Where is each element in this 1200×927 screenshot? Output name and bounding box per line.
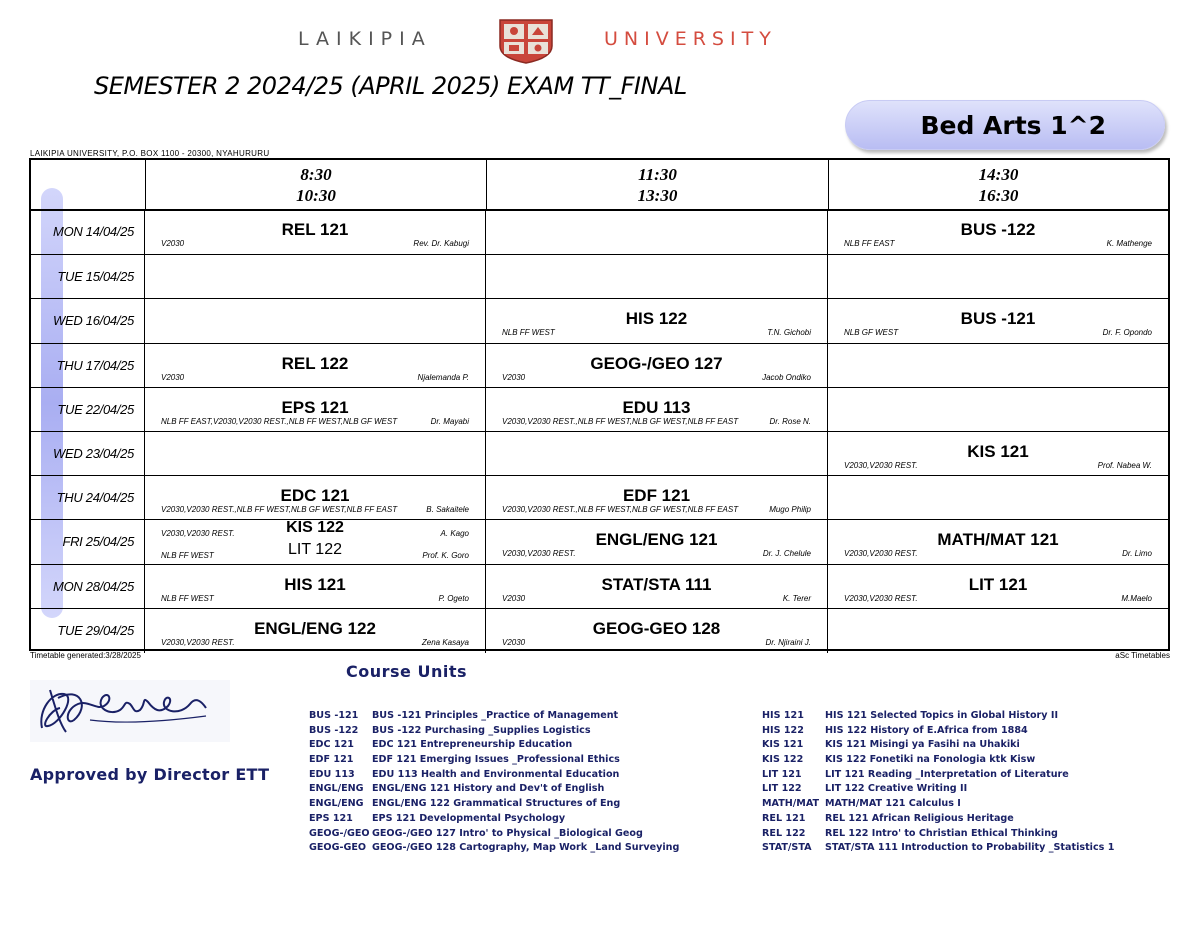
unit-description: BUS -122 Purchasing _Supplies Logistics — [372, 724, 591, 736]
course-code: REL 122 — [281, 353, 349, 373]
course-unit-item — [762, 710, 1172, 725]
day-label: TUE 15/04/25 — [31, 255, 145, 299]
unit-description: EDF 121 Emerging Issues _Professional Ethics — [372, 754, 620, 766]
day-row — [31, 210, 1168, 254]
unit-code: EDC 121 — [309, 739, 354, 751]
time-slot[interactable] — [828, 344, 1168, 388]
course-unit-item — [762, 783, 1172, 798]
time-slot[interactable] — [486, 565, 828, 609]
time-slot[interactable] — [828, 299, 1168, 343]
period-header — [145, 160, 486, 210]
venue: NLB FF WEST — [161, 593, 214, 603]
invigilator: Zena Kasaya — [421, 637, 469, 647]
venue: V2030,V2030 REST. — [844, 461, 918, 470]
time-slot[interactable] — [145, 565, 486, 609]
invigilator: B. Sakaitele — [426, 505, 469, 515]
time-slot[interactable] — [486, 344, 828, 388]
unit-description: ENGL/ENG 121 History and Dev't of English — [372, 783, 605, 795]
day-row — [31, 343, 1168, 387]
course-unit-item — [309, 842, 739, 857]
unit-code: GEOG-/GEO — [309, 827, 370, 839]
day-label: WED 16/04/25 — [31, 299, 145, 343]
course-code: BUS -121 — [960, 309, 1036, 329]
course-code: LIT 121 — [968, 574, 1028, 594]
course-unit-item — [309, 754, 739, 769]
invigilator: P. Ogeto — [438, 593, 469, 603]
class-name: Bed Arts 1^2 — [920, 111, 1106, 140]
day-label: THU 17/04/25 — [31, 344, 145, 388]
course-unit-item — [762, 842, 1172, 857]
invigilator: K. Mathenge — [1106, 239, 1152, 248]
unit-code: HIS 121 — [762, 710, 804, 721]
course-units-right — [762, 710, 1172, 857]
time-slot[interactable] — [145, 299, 486, 343]
unit-code: EDU 113 — [309, 768, 355, 780]
time-slot[interactable] — [486, 255, 828, 299]
venue: V2030 — [161, 239, 185, 248]
invigilator: Prof. K. Goro — [422, 551, 469, 561]
course-unit-item — [762, 754, 1172, 769]
unit-code: REL 121 — [762, 812, 806, 824]
unit-description: REL 122 Intro' to Christian Ethical Thinking — [825, 827, 1058, 839]
course-unit-item — [309, 783, 739, 798]
course-unit-item — [762, 813, 1172, 828]
day-row — [31, 254, 1168, 298]
course-code: EPS 121 — [281, 397, 349, 417]
course-code: ENGL/ENG 121 — [595, 530, 718, 550]
brand-left-text: LAIKIPIA — [298, 28, 432, 50]
unit-code: LIT 122 — [762, 783, 802, 795]
course-code: MATH/MAT 121 — [937, 530, 1059, 550]
venue: NLB FF WEST — [161, 551, 214, 561]
generated-date: Timetable generated:3/28/2025 — [30, 651, 141, 660]
time-slot[interactable] — [486, 210, 828, 254]
day-row — [31, 431, 1168, 475]
exam-title: SEMESTER 2 2024/25 (APRIL 2025) EXAM TT_FINAL — [94, 72, 687, 100]
time-slot[interactable] — [486, 299, 828, 343]
invigilator: Rev. Dr. Kabugi — [413, 239, 469, 248]
course-code: ENGL/ENG 122 — [254, 618, 376, 638]
period-header — [828, 160, 1168, 210]
unit-code: EDF 121 — [309, 754, 354, 766]
invigilator: T.N. Gichobi — [767, 328, 811, 338]
time-slot[interactable] — [828, 432, 1168, 476]
venue: V2030,V2030 REST. — [161, 637, 235, 647]
unit-description: BUS -121 Principles _Practice of Management — [372, 710, 619, 721]
invigilator: Mugo Philip — [769, 505, 811, 515]
course-unit-item — [309, 739, 739, 754]
unit-description: KIS 121 Misingi ya Fasihi na Uhakiki — [825, 739, 1020, 751]
venue: V2030,V2030 REST. — [844, 549, 918, 559]
university-address: LAIKIPIA UNIVERSITY, P.O. BOX 1100 - 20300, NYAHURURU — [30, 149, 270, 158]
invigilator: Jacob Ondiko — [762, 372, 811, 382]
time-slot[interactable] — [145, 476, 486, 520]
day-row — [31, 608, 1168, 652]
unit-code: GEOG-GEO — [309, 842, 367, 854]
unit-description: EDU 113 Health and Environmental Education — [372, 768, 620, 780]
time-slot[interactable] — [145, 210, 486, 254]
invigilator: Dr. J. Chelule — [762, 549, 811, 559]
unit-code: EPS 121 — [309, 812, 353, 824]
course-unit-item — [309, 725, 739, 740]
day-row — [31, 298, 1168, 342]
unit-description: REL 121 African Religious Heritage — [825, 812, 1014, 824]
period-end: 10:30 — [296, 186, 336, 205]
invigilator: Dr. Mayabi — [430, 416, 469, 426]
course-units-title: Course Units — [346, 662, 467, 681]
day-label: MON 28/04/25 — [31, 565, 145, 609]
class-badge — [845, 100, 1165, 150]
venue: V2030 — [502, 593, 526, 603]
period-header — [486, 160, 828, 210]
unit-code: REL 122 — [762, 827, 806, 839]
venue: V2030,V2030 REST. — [161, 529, 235, 539]
course-code: KIS 121 — [967, 442, 1029, 461]
director-signature — [30, 680, 230, 742]
time-slot[interactable] — [828, 476, 1168, 520]
unit-description: STAT/STA 111 Introduction to Probability _Statistics 1 — [825, 842, 1115, 854]
course-unit-item — [309, 798, 739, 813]
time-slot[interactable] — [145, 609, 486, 653]
invigilator: Dr. Njiraini J. — [765, 637, 811, 647]
time-slot[interactable] — [828, 520, 1168, 564]
venue: V2030,V2030 REST.,NLB FF WEST,NLB GF WEST,NLB FF EAST — [502, 505, 739, 515]
time-slot[interactable] — [828, 210, 1168, 254]
invigilator: K. Terer — [782, 593, 811, 603]
course-unit-item — [309, 813, 739, 828]
day-label: FRI 25/04/25 — [31, 520, 145, 564]
crest-icon — [494, 18, 558, 64]
timetable — [29, 158, 1170, 651]
period-end: 16:30 — [978, 186, 1019, 205]
time-slot[interactable] — [486, 476, 828, 520]
unit-description: EDC 121 Entrepreneurship Education — [372, 739, 573, 751]
course-unit-item — [309, 710, 739, 725]
course-code: STAT/STA 111 — [601, 574, 712, 594]
day-label: TUE 22/04/25 — [31, 388, 145, 432]
invigilator: Dr. F. Opondo — [1102, 328, 1152, 338]
unit-code: STAT/STA — [762, 842, 812, 854]
course-unit-item — [762, 828, 1172, 843]
time-slot[interactable] — [486, 388, 828, 432]
day-row — [31, 564, 1168, 608]
course-code: EDC 121 — [280, 486, 350, 506]
day-label: MON 14/04/25 — [31, 210, 145, 254]
day-label: THU 24/04/25 — [31, 476, 145, 520]
time-slot[interactable] — [828, 565, 1168, 609]
time-slot[interactable] — [145, 388, 486, 432]
invigilator: Dr. Limo — [1122, 549, 1152, 559]
time-slot[interactable] — [486, 432, 828, 476]
invigilator: M.Maelo — [1121, 593, 1152, 603]
course-unit-item — [762, 798, 1172, 813]
course-code: EDF 121 — [622, 486, 691, 506]
day-row — [31, 475, 1168, 519]
unit-description: KIS 122 Fonetiki na Fonologia ktk Kisw — [825, 754, 1036, 766]
period-end: 13:30 — [637, 186, 678, 205]
unit-code: KIS 122 — [762, 754, 804, 766]
day-label: TUE 29/04/25 — [31, 609, 145, 653]
unit-description: HIS 122 History of E.Africa from 1884 — [825, 724, 1028, 736]
unit-description: HIS 121 Selected Topics in Global History II — [825, 710, 1059, 721]
approved-by-label: Approved by Director ETT — [30, 765, 270, 784]
unit-code: BUS -122 — [309, 724, 359, 736]
time-slot[interactable] — [145, 255, 486, 299]
period-start: 14:30 — [978, 165, 1019, 184]
unit-description: ENGL/ENG 122 Grammatical Structures of Eng — [372, 798, 621, 810]
venue: V2030,V2030 REST. — [844, 593, 918, 603]
time-slot[interactable] — [486, 609, 828, 653]
unit-code: ENGL/ENG — [309, 783, 364, 795]
course-code: LIT 122 — [288, 541, 342, 559]
venue: V2030 — [502, 637, 526, 647]
course-unit-item — [762, 725, 1172, 740]
venue: NLB FF WEST — [502, 328, 555, 338]
invigilator: Njalemanda P. — [417, 372, 469, 382]
venue: V2030,V2030 REST.,NLB FF WEST,NLB GF WEST,NLB FF EAST — [502, 416, 739, 426]
unit-description: EPS 121 Developmental Psychology — [372, 812, 566, 824]
venue: NLB FF EAST,V2030,V2030 REST.,NLB FF WEST,NLB GF WEST — [161, 416, 398, 426]
time-slot[interactable] — [828, 255, 1168, 299]
course-code: EDU 113 — [622, 397, 691, 417]
brand-right-text: UNIVERSITY — [604, 28, 777, 50]
invigilator: A. Kago — [440, 529, 469, 539]
period-start: 8:30 — [300, 165, 332, 184]
venue: V2030,V2030 REST. — [502, 549, 576, 559]
course-code: BUS -122 — [960, 220, 1036, 239]
unit-code: BUS -121 — [309, 710, 359, 721]
unit-code: MATH/MAT — [762, 798, 820, 810]
day-row — [31, 387, 1168, 431]
unit-description: LIT 121 Reading _Interpretation of Literature — [825, 768, 1069, 780]
unit-description: GEOG-/GEO 127 Intro' to Physical _Biological Geog — [372, 827, 643, 839]
course-unit-item — [762, 739, 1172, 754]
time-slot[interactable] — [828, 388, 1168, 432]
unit-description: MATH/MAT 121 Calculus I — [825, 798, 961, 810]
unit-code: LIT 121 — [762, 768, 802, 780]
unit-code: KIS 121 — [762, 739, 804, 751]
day-label: WED 23/04/25 — [31, 432, 145, 476]
unit-description: GEOG-/GEO 128 Cartography, Map Work _Land Surveying — [372, 842, 680, 854]
time-slot[interactable] — [486, 520, 828, 564]
course-code: GEOG-/GEO 127 — [590, 353, 723, 373]
course-code: HIS 121 — [284, 574, 346, 594]
venue: V2030,V2030 REST.,NLB FF WEST,NLB GF WEST,NLB FF EAST — [161, 505, 398, 515]
course-unit-item — [309, 769, 739, 784]
day-row — [31, 519, 1168, 563]
period-start: 11:30 — [638, 165, 677, 184]
course-code: GEOG-GEO 128 — [592, 618, 721, 638]
time-slot[interactable] — [145, 520, 486, 564]
venue: V2030 — [161, 372, 185, 382]
unit-code: HIS 122 — [762, 724, 804, 736]
course-unit-item — [309, 828, 739, 843]
time-slot[interactable] — [145, 344, 486, 388]
course-unit-item — [762, 769, 1172, 784]
university-logo — [298, 18, 858, 62]
venue: V2030 — [502, 372, 526, 382]
generator-credit: aSc Timetables — [1115, 651, 1170, 660]
course-code: KIS 122 — [286, 519, 344, 537]
invigilator: Prof. Nabea W. — [1097, 461, 1152, 470]
time-slot[interactable] — [145, 432, 486, 476]
unit-description: LIT 122 Creative Writing II — [825, 783, 968, 795]
course-code: HIS 122 — [625, 309, 688, 329]
time-slot[interactable] — [828, 609, 1168, 653]
unit-code: ENGL/ENG — [309, 798, 364, 810]
course-units-left — [309, 710, 739, 857]
venue: NLB FF EAST — [844, 239, 895, 248]
course-code: REL 121 — [281, 220, 349, 239]
invigilator: Dr. Rose N. — [769, 416, 811, 426]
venue: NLB GF WEST — [844, 328, 899, 338]
